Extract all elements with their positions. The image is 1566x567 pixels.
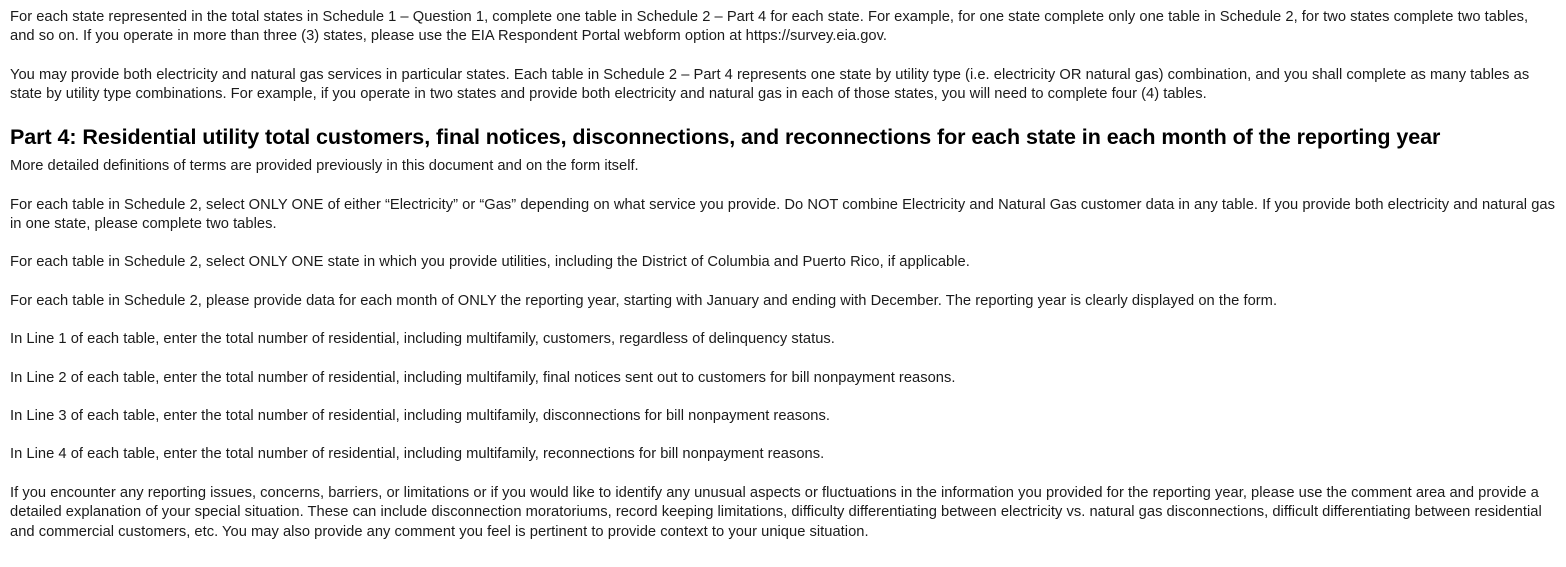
closing-paragraph: If you encounter any reporting issues, concerns, barriers, or limitations or if you would like to identify any unusual aspects or fluctuations in the information you provided for the reporting year, please use the comment area and provide a detailed explanation of your special situation. These can include disconnection moratoriums, record keeping limitations, difficulty differentiating between electricity vs. natural gas disconnections, difficult differentiating between residential and commercial customers, etc. You may also provide any comment you feel is pertinent to provide context to your unique situation. — [10, 484, 1542, 540]
intro-paragraph-1: For each state represented in the total states in Schedule 1 – Question 1, complete one table in Schedule 2 – Part 4 for each state. For example, for one state complete only one table in Schedule 2, for two states complete two tables, and so on. If you operate in more than three (3) states, please use the EIA Respondent Portal webform option at https://survey.eia.gov. — [10, 9, 1529, 45]
instruction-paragraph-7: In Line 4 of each table, enter the total number of residential, including multifamily, reconnections for bill nonpayment reasons. — [10, 446, 825, 463]
instruction-paragraph-2: For each table in Schedule 2, select ONLY ONE state in which you provide utilities, including the District of Columbia and Puerto Rico, if applicable. — [10, 254, 970, 271]
intro-paragraph-2: You may provide both electricity and natural gas services in particular states. Each table in Schedule 2 – Part 4 represents one state by utility type (i.e. electricity OR natural gas) combination, and you shall complete as many tables as state by utility type combinations. For example, if you operate in two states and provide both electricity and natural gas in each of those states, you will need to complete four (4) tables. — [10, 66, 1530, 103]
instruction-paragraph-1: For each table in Schedule 2, select ONLY ONE of either “Electricity” or “Gas” depending on what service you provide. Do NOT combine Electricity and Natural Gas customer data in any table. If you provide both electricity and natural gas in one state, please complete two tables. — [10, 196, 1555, 232]
section-heading-part-4: Part 4: Residential utility total customers, final notices, disconnections, and reconnections for each state in each month of the reporting year — [10, 124, 1441, 149]
instruction-paragraph-4: In Line 1 of each table, enter the total number of residential, including multifamily, customers, regardless of delinquency status. — [10, 331, 835, 348]
section-subnote: More detailed definitions of terms are provided previously in this document and on the form itself. — [10, 158, 639, 175]
instruction-paragraph-3: For each table in Schedule 2, please provide data for each month of ONLY the reporting year, starting with January and ending with December. The reporting year is clearly displayed on the form. — [10, 292, 1278, 309]
instruction-paragraph-5: In Line 2 of each table, enter the total number of residential, including multifamily, final notices sent out to customers for bill nonpayment reasons. — [10, 369, 956, 386]
instruction-paragraph-6: In Line 3 of each table, enter the total number of residential, including multifamily, disconnections for bill nonpayment reasons. — [10, 407, 830, 424]
